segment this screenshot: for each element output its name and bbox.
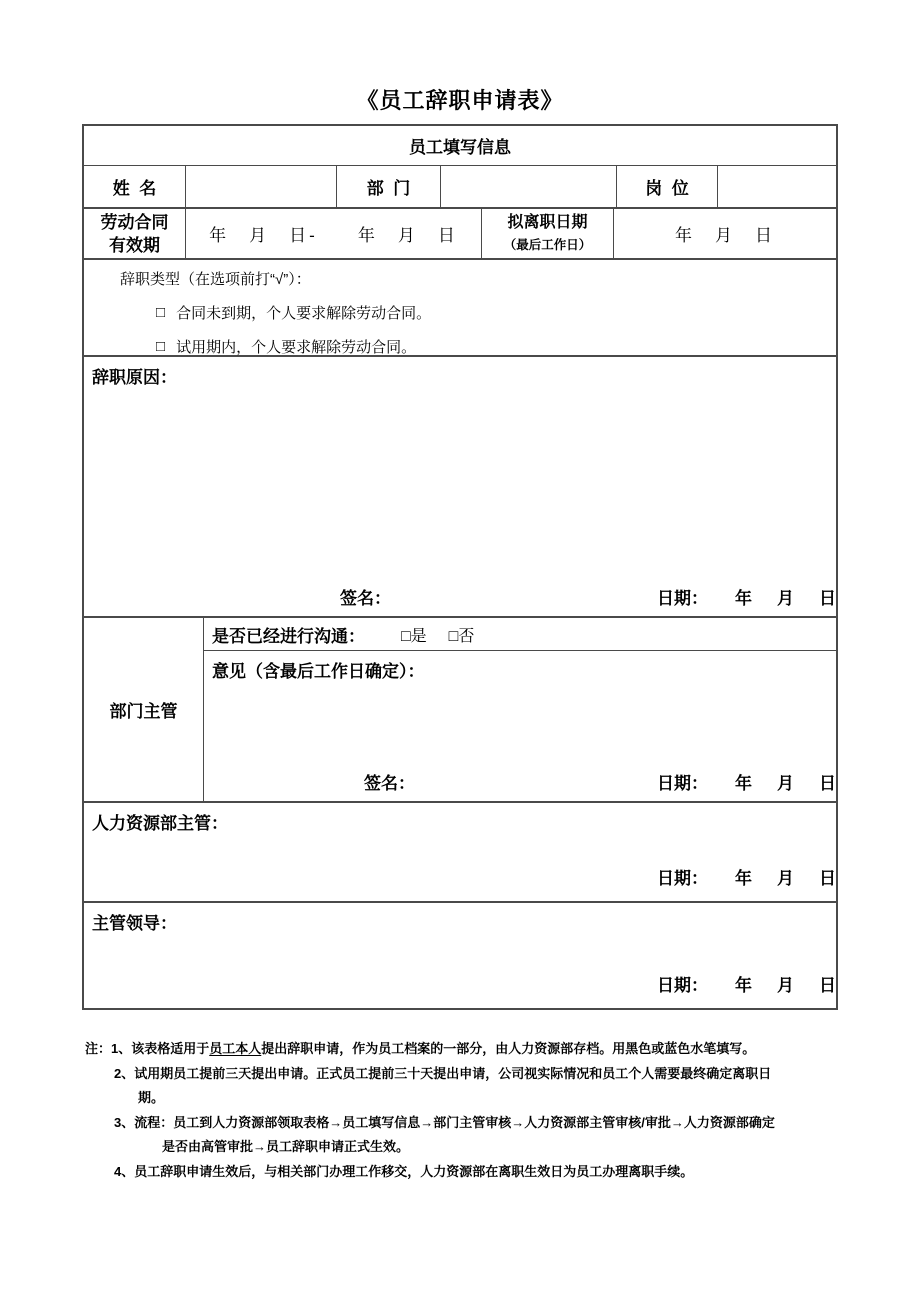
employee-sign-label: 签名： xyxy=(340,589,391,608)
resign-reason-label: 辞职原因： xyxy=(92,368,177,387)
employee-section-header-row xyxy=(84,126,836,166)
communication-yes-checkbox[interactable]: □是 xyxy=(401,627,427,645)
dept-label: 部 门 xyxy=(337,166,441,207)
name-input-cell[interactable] xyxy=(186,166,337,207)
contract-period-placeholder: 年 月 日- 年 月 日 xyxy=(209,226,458,245)
manager-date-label: 日期： xyxy=(657,774,708,793)
manager-opinion-label: 意见（含最后工作日确定）： xyxy=(212,662,425,681)
dept-manager-section xyxy=(84,618,840,803)
resign-type-prompt: 辞职类型（在选项前打“√”）： xyxy=(120,271,311,288)
note-line-3: 3、流程：员工到人力资源部领取表格→员工填写信息→部门主管审核→人力资源部主管审核/审批→人力资源部确定 xyxy=(114,1114,775,1130)
communication-row xyxy=(204,618,836,651)
dept-manager-content xyxy=(204,618,840,801)
resign-type-checkbox-2[interactable]: □ xyxy=(156,338,166,355)
resign-date-label: 拟离职日期 xyxy=(507,213,588,231)
note-line-2: 2、试用期员工提前三天提出申请。正式员工提前三十天提出申请，公司视实际情况和员工个人需要最终确定离职日 xyxy=(114,1065,772,1081)
resign-type-option-2 xyxy=(156,336,836,357)
footnotes xyxy=(85,1037,855,1184)
contract-row xyxy=(84,209,836,260)
dept-manager-label: 部门主管 xyxy=(84,618,204,801)
executive-date-value: 年 月 日 xyxy=(735,976,840,995)
resign-type-option-2-label: 试用期内，个人要求解除劳动合同。 xyxy=(176,339,417,356)
resign-date-placeholder: 年 月 日 xyxy=(675,226,775,245)
notes-prefix: 注： xyxy=(85,1041,112,1056)
contract-validity-label: 劳动合同 有效期 xyxy=(84,209,186,258)
contract-period-input-cell[interactable] xyxy=(186,209,482,258)
resign-type-option-1 xyxy=(156,302,836,323)
executive-area[interactable] xyxy=(84,903,840,1008)
hr-date-value: 年 月 日 xyxy=(735,869,840,888)
resign-date-note: （最后工作日） xyxy=(503,237,592,252)
communication-label: 是否已经进行沟通： xyxy=(212,626,365,646)
note-line-1: 注：1、该表格适用于员工本人提出辞职申请，作为员工档案的一部分，由人力资源部存档。用黑色或蓝色水笔填写。 xyxy=(85,1041,756,1056)
note-line-3-cont: 是否由高管审批→员工辞职申请正式生效。 xyxy=(162,1139,410,1154)
resign-reason-area[interactable] xyxy=(84,357,840,618)
resign-type-checkbox-1[interactable]: □ xyxy=(156,304,166,321)
hr-manager-area[interactable] xyxy=(84,803,840,903)
communication-no-checkbox[interactable]: □否 xyxy=(448,627,475,645)
position-label: 岗 位 xyxy=(617,166,718,207)
resign-date-input-cell[interactable] xyxy=(614,209,836,258)
executive-label: 主管领导： xyxy=(92,914,177,933)
hr-date-label: 日期： xyxy=(657,869,708,888)
dept-input-cell[interactable] xyxy=(441,166,617,207)
employee-section-header: 员工填写信息 xyxy=(409,138,511,157)
employee-date-value: 年 月 日 xyxy=(735,589,840,608)
employee-date-label: 日期： xyxy=(657,589,708,608)
page-title: 《员工辞职申请表》 xyxy=(356,88,564,113)
underlined-phrase: 员工本人 xyxy=(209,1041,262,1056)
note-line-2-cont: 期。 xyxy=(138,1090,165,1105)
hr-manager-label: 人力资源部主管： xyxy=(92,814,228,833)
note-line-4: 4、员工辞职申请生效后，与相关部门办理工作移交，人力资源部在离职生效日为员工办理离职手续。 xyxy=(114,1163,694,1179)
resign-type-row xyxy=(84,260,836,357)
manager-sign-label: 签名： xyxy=(364,774,415,793)
manager-date-value: 年 月 日 xyxy=(735,774,840,793)
position-input-cell[interactable] xyxy=(718,166,836,207)
executive-date-label: 日期： xyxy=(657,976,708,995)
resign-type-option-1-label: 合同未到期，个人要求解除劳动合同。 xyxy=(176,305,432,322)
resign-date-label-cell xyxy=(482,209,614,258)
resignation-form-table xyxy=(82,124,838,1010)
name-label: 姓 名 xyxy=(84,166,186,207)
name-row xyxy=(84,166,836,209)
manager-opinion-area[interactable] xyxy=(204,651,840,801)
